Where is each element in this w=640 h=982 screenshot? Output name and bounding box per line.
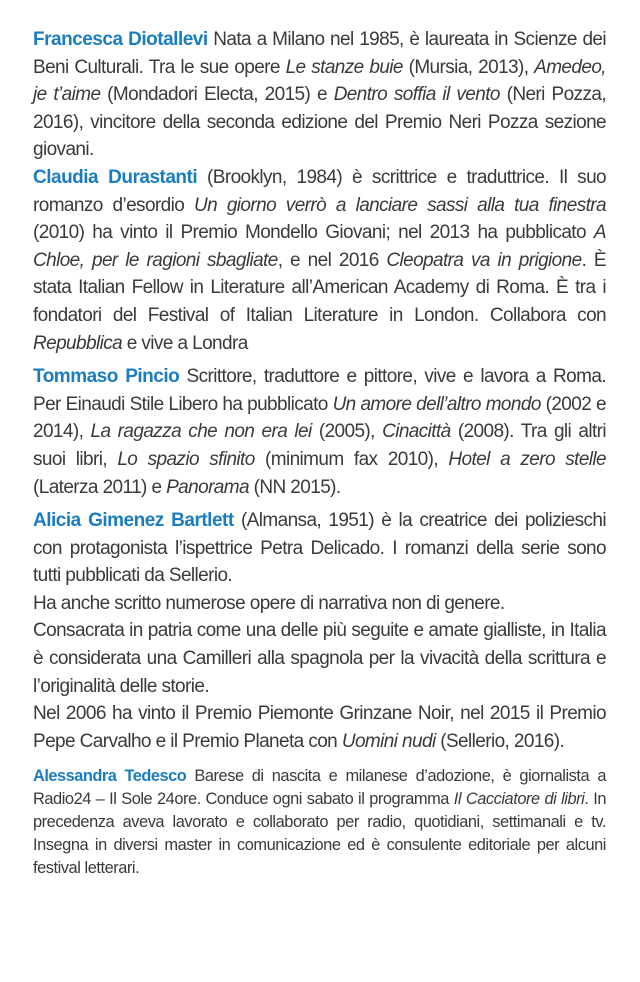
book-title: Dentro soffia il vento (333, 84, 500, 106)
book-title: A Chloe, per le ragioni sbagliate (33, 222, 606, 271)
author-name: Claudia Durastanti (33, 166, 198, 188)
book-title: Amedeo, je t’aime (33, 56, 606, 106)
book-title: Hotel a zero stelle (448, 448, 606, 470)
bio-paragraph: Consacrata in patria come una delle più seguite e amate gialliste, in Italia è considerata una Camilleri alla spagnola per la vivacità della scrittura e l’originalità delle storie. (33, 620, 606, 697)
book-title: Cinacittà (382, 421, 451, 443)
book-title: Uomini nudi (341, 730, 436, 752)
bio-claudia-durastanti: Claudia Durastanti (Brooklyn, 1984) è scrittrice e traduttrice. Il suo romanzo d’esordio Un giorno verrò a lanciare sassi alla tua finestra (2010) ha vinto il Premio Mondello Giovani; nel 2013 ha pubblicato A Chloe, per le ragioni sbagliate, e nel 2016 Cleopatra va in prigione. È stata Italian Fellow in Literature all’American Academy di Roma. È tra i fondatori del Festival of Italian Literature in London. Collabora con Repubblica e vive a Londra (33, 166, 606, 354)
book-title: La ragazza che non era lei (90, 421, 312, 443)
bio-paragraph: Nel 2006 ha vinto il Premio Piemonte Grinzane Noir, nel 2015 il Premio Pepe Carvalho e il Premio Planeta con Uomini nudi (Sellerio, 2016). (33, 703, 606, 752)
book-title: Cleopatra va in prigione (386, 249, 582, 271)
bio-paragraph: Ha anche scritto numerose opere di narrativa non di genere. (33, 592, 505, 614)
book-title: Lo spazio sfinito (117, 448, 255, 470)
author-name: Alicia Gimenez Bartlett (33, 510, 234, 532)
book-title: Panorama (166, 476, 249, 498)
program-title: Il Cacciatore di libri (453, 790, 585, 809)
newspaper-title: Repubblica (33, 332, 123, 354)
bio-francesca-diotallevi: Francesca Diotallevi Nata a Milano nel 1985, è laureata in Scienze dei Beni Culturali. Tra le sue opere Le stanze buie (Mursia, 2013), Amedeo, je t’aime (Mondadori Electa, 2015) e Dentro soffia il vento (Neri Pozza, 2016), vincitore della seconda edizione del Premio Neri Pozza sezione giovani. (33, 29, 607, 161)
bio-alicia-gimenez-bartlett: Alicia Gimenez Bartlett (Almansa, 1951) è la creatrice dei polizieschi con protagonista l’ispettrice Petra Delicado. I romanzi della serie sono tutti pubblicati da Sellerio. (33, 510, 607, 587)
author-name: Francesca Diotallevi (33, 29, 208, 50)
author-name: Tommaso Pincio (33, 366, 180, 388)
book-title: Le stanze buie (285, 56, 403, 78)
bio-alessandra-tedesco: Alessandra Tedesco Barese di nascita e milanese d’adozione, è giornalista a Radio24 – Il Sole 24ore. Conduce ogni sabato il programma Il Cacciatore di libri. In precedenza aveva lavorato e collaborato per radio, quotidiani, settimanali e tv. Insegna in diversi master in comunicazione ed è consulente editoriale per alcuni festival letterari. (33, 767, 606, 878)
bio-tommaso-pincio: Tommaso Pincio Scrittore, traduttore e pittore, vive e lavora a Roma. Per Einaudi Stile Libero ha pubblicato Un amore dell’altro mondo (2002 e 2014), La ragazza che non era lei (2005), Cinacittà (2008). Tra gli altri suoi libri, Lo spazio sfinito (minimum fax 2010), Hotel a zero stelle (Laterza 2011) e Panorama (NN 2015). (33, 366, 607, 498)
book-title: Un giorno verrò a lanciare sassi alla tua finestra (193, 194, 606, 216)
book-title: Un amore dell’altro mondo (332, 393, 541, 415)
author-name: Alessandra Tedesco (33, 767, 187, 786)
